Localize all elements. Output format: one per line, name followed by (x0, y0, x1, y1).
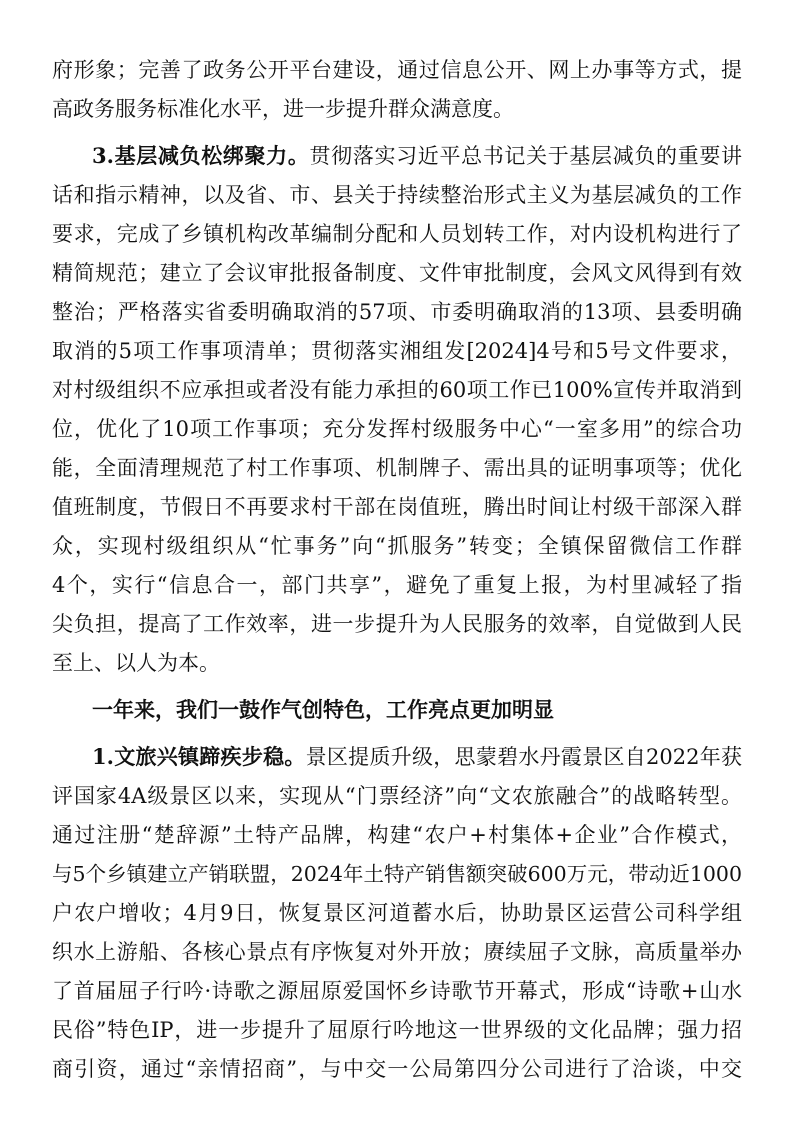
paragraph-line: 府形象；完善了政务公开平台建设，通过信息公开、网上办事等方式，提 (52, 58, 742, 82)
paragraph-line: 户农户增收；4月9日，恢复景区河道蓄水后，协助景区运营公司科学组 (52, 901, 742, 925)
paragraph-line: 高政务服务标准化水平，进一步提升群众满意度。 (52, 97, 514, 121)
section-heading: 一年来，我们一鼓作气创特色，工作亮点更加明显 (92, 697, 554, 722)
section-lead-title: 1.文旅兴镇蹄疾步稳。 (92, 744, 306, 769)
paragraph-line: 能，全面清理规范了村工作事项、机制牌子、需出具的证明事项等；优化 (52, 456, 742, 480)
paragraph-line: 商引资，通过“亲情招商”，与中交一公局第四分公司进行了洽谈，中交 (52, 1057, 742, 1081)
paragraph-line: 精简规范；建立了会议审批报备制度、文件审批制度，会风文风得到有效 (52, 261, 742, 285)
paragraph-line: 织水上游船、各核心景点有序恢复对外开放；赓续屈子文脉，高质量举办 (52, 940, 742, 964)
paragraph-line: 话和指示精神，以及省、市、县关于持续整治形式主义为基层减负的工作 (52, 183, 742, 207)
paragraph-line: 民俗”特色IP，进一步提升了屈原行吟地这一世界级的文化品牌；强力招 (52, 1018, 742, 1042)
paragraph-line: 了首届屈子行吟·诗歌之源屈原爱国怀乡诗歌节开幕式，形成“诗歌+山水 (52, 979, 742, 1003)
paragraph-line (92, 138, 742, 174)
paragraph-line: 值班制度，节假日不再要求村干部在岗值班，腾出时间让村级干部深入群 (52, 495, 742, 519)
paragraph-line: 取消的5项工作事项清单；贯彻落实湘组发[2024]4号和5号文件要求， (52, 339, 742, 363)
paragraph-line: 通过注册“楚辞源”土特产品牌，构建“农户+村集体+企业”合作模式， (52, 823, 742, 847)
paragraph-line: 尖负担，提高了工作效率，进一步提升为人民服务的效率，自觉做到人民 (52, 612, 742, 636)
paragraph-line: 要求，完成了乡镇机构改革编制分配和人员划转工作，对内设机构进行了 (52, 222, 742, 246)
paragraph-line: 与5个乡镇建立产销联盟，2024年土特产销售额突破600万元，带动近1000 (52, 862, 742, 886)
section-lead-title: 3.基层减负松绑聚力。 (92, 143, 310, 168)
paragraph-text: 景区提质升级，思蒙碧水丹霞景区自2022年获 (305, 745, 742, 769)
paragraph-line: 至上、以人为本。 (52, 651, 220, 675)
paragraph-line: 众，实现村级组织从“忙事务”向“抓服务”转变；全镇保留微信工作群 (52, 534, 742, 558)
paragraph-line: 对村级组织不应承担或者没有能力承担的60项工作已100%宣传并取消到 (52, 378, 742, 402)
paragraph-line (92, 739, 742, 775)
paragraph-line: 评国家4A级景区以来，实现从“门票经济”向“文农旅融合”的战略转型。 (52, 784, 742, 808)
paragraph-line: 4个，实行“信息合一，部门共享”，避免了重复上报，为村里减轻了指 (52, 573, 742, 597)
paragraph-text: 贯彻落实习近平总书记关于基层减负的重要讲 (309, 144, 742, 168)
paragraph-line: 整治；严格落实省委明确取消的57项、市委明确取消的13项、县委明确 (52, 300, 742, 324)
paragraph-line: 位，优化了10项工作事项；充分发挥村级服务中心“一室多用”的综合功 (52, 417, 742, 441)
